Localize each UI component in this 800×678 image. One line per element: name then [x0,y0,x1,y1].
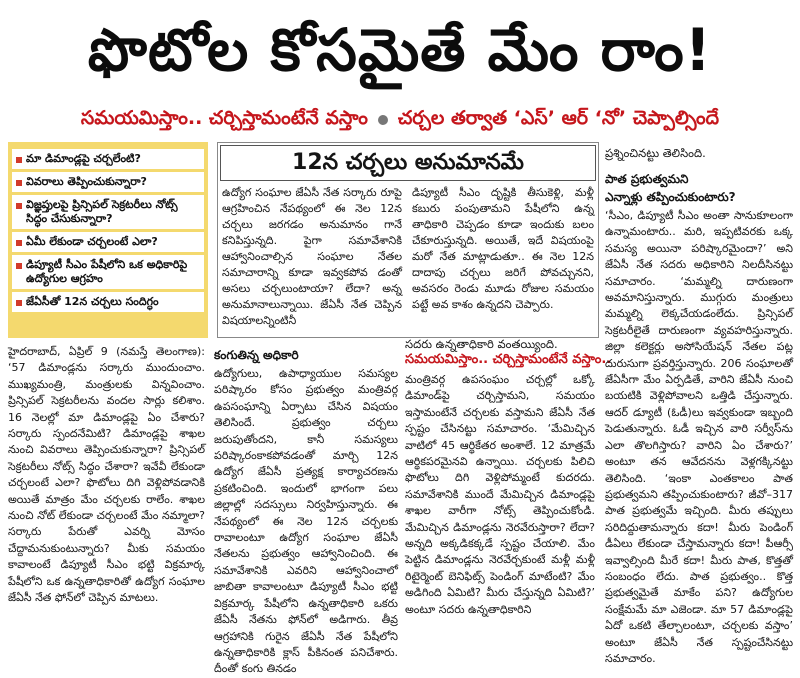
key-point: విజ్ఞప్తులపై ప్రిన్సిపల్ సెక్రటరీలు నోట్స్ సిద్ధం చేసుకున్నారా? [12,195,204,229]
article-column-3: మంత్రివర్గ ఉపసంఘం చర్చల్లో ఒక్కో డిమాండ్‌పై చర్చిస్తామని, సమయం ఇస్తామంటేనే చర్చలకు వస్తామని జేఏసీ నేత స్పష్టం చేసినట్టు సమాచారం. ‘మేమిచ్చిన వాటిలో 45 ఆర్థికేతర అంశాలే. 12 మాత్రమే ఆర్థికపరమైనవి ఉన్నాయి. చర్చలకు పిలిచి ఫొటోలు దిగి వెళ్లిపోమ్మంటే కుదరదు. సమావేశానికి ముందే మేమిచ్చిన డిమాండ్లపై శాఖల వారీగా నోట్స్ తెప్పించుకోండి. మేమిచ్చిన డిమాండ్లను నెరవేరుస్తారా? లేదా? అన్నది అక్కడికక్కడే స్పష్టం చేయాలి. మేం పెట్టిన డిమాండ్లను నెరవేర్చకుంటే మళ్లీ మళ్లీ రిటైర్మెంట్ బెనిఫిట్స్ పెండింగ్ మాటేంటి? మేం అడిగింది ఏమిటి? మీరు చేస్తున్నది ఏమిటి?’ అంటూ సదరు ఉన్నతాధికారిని [405,373,595,616]
key-point: ఏమీ లేకుండా చర్చలంటే ఎలా? [12,232,204,252]
subheadline [8,104,792,136]
article-column-1: హైదరాబాద్, ఏప్రిల్ 9 (నమస్తే తెలంగాణ): ‘57 డిమాండ్లను సర్కారు ముందుంచాం. ముఖ్యమంత్రి, మంత్రులకు విన్నవించాం. ప్రిన్సిపల్ సెక్రటరీలను వందల సార్లు కలిశాం. 16 నెలల్లో మా డిమాండ్లపై ఏం చేశారు? సర్కారు స్పందనేమిటి? డిమాండ్లపై శాఖల నుంచి వివరాలు తెప్పించుకున్నారా? ప్రిన్సిపల్ సెక్రటరీలు నోట్స్ సిద్ధం చేశారా? ఇవేవీ లేకుండా చర్చలంటే ఎలా? ఫొటోలు దిగి వెళ్లిపోవడానికి అయితే మాత్రం మేం చర్చలకు రాలేం. శాఖల నుంచి నోట్ లేకుండా చర్చలంటే మేం నమ్మాలా? సర్కారు పేరుతో ఎవర్ని మోసం చేద్దామనుకుంటున్నారు? మీకు సమయం కావాలంటే డిప్యూటీ సీఎం భట్టి విక్రమార్క పేషీలోని ఒక ఉన్నతాధికారితో ఉద్యోగ సంఘాల జేఏసీ నేత ఫోన్‌లో చెప్పిన మాటలు. [8,345,205,605]
article-column-4: ‘సీఎం, డిప్యూటీ సీఎం అంతా సానుకూలంగా ఉన్నామంటారు.. మరి, ఇప్పటివరకు ఒక్క సమస్య అయినా పరిష్కారమైందా?’ అని జేఏసీ నేత సదరు అధికారిని నిలదీసినట్టు సమాచారం. ‘మమ్మల్ని దారుణంగా అవమానిస్తున్నారు. ముగ్గురు మంత్రులు మమ్మల్ని లెక్కచేయడంలేదు. ప్రిన్సిపల్ సెక్రటరీలైతే దారుణంగా వ్యవహరిస్తున్నారు. జిల్లా కలెక్టర్లు అసోసియేషన్ నేతల పట్ల దురుసుగా ప్రవర్తిస్తున్నారు. 206 సంఘాలతో జేఏసీగా మేం ఏర్పడితే, వారిని జేఏసీ నుంచి బయటికి వెళ్లిపోవాలని ఒత్తిడి చేస్తున్నారు. ఆదర్ డ్యూటీ (ఓడీ)లు ఇవ్వకుండా ఇబ్బంది పెడుతున్నారు. ఓడీ ఇచ్చిన వారి సర్వీస్‌ను ఎలా తొలగిస్తారు? వారిని ఏం చేశారు?’ అంటూ తన ఆవేదనను వెళ్లగక్కినట్టు తెలిసింది. ‘ఇంకా ఎంతకాలం పాత ప్రభుత్వమని తప్పించుకుంటారు? జీవో–317 పాత ప్రభుత్వమే ఇచ్చింది. మీరు తప్పులు సరిదిద్దుతామన్నారు కదా! మీరు పెండింగ్ డీఏలు లేకుండా చేస్తామన్నారు కదా! పీఆర్సీ ఇవ్వాల్సింది మీరే కదా! మీరు పాత, కొత్తతో సంబంధం లేదు. పాత ప్రభుత్వం.. కొత్త ప్రభుత్వమైతే మాకేం పని? ఉద్యోగుల సంక్షేమమే మా ఎజెండా. మా 57 డిమాండ్లపై ఏదో ఒకటి తేల్చాలంటూ, చర్చలకు వస్తాం’ అంటూ జేఏసీ నేత స్పష్టంచేసినట్టు సమాచారం. [605,209,793,665]
key-point: డిప్యూటీ సీఎం పేషీలోని ఒక అధికారిపై ఉద్యోగుల ఆగ్రహం [12,255,204,289]
bullet-dot-icon [378,115,388,125]
column-4-lead-line: ప్రశ్నించినట్టు తెలిసింది. [605,146,706,160]
key-point: వివరాలు తెప్పించుకున్నారా? [12,172,204,192]
subhead-right: చర్చల తర్వాత ‘ఎస్’ ఆర్ ‘నో’ చెప్పాల్సిందే [397,106,720,129]
column-4-subheading-1: పాత ప్రభుత్వమని [605,172,689,186]
key-point: మా డిమాండ్లపై చర్చలేంటి? [12,149,204,169]
column-2-subheading: కంగుతిన్న అధికారి [214,348,299,362]
column-4-subheading-2: ఎన్నాళ్లు తప్పించుకుంటారు? [605,190,736,204]
inset-box-column-2: డిప్యూటీ సీఎం దృష్టికి తీసుకెళ్లి, మళ్లీ కబురు పంపుతామని పేషీలోని ఉన్న తాధికారి చెప్పడం కూడా ఇందుకు బలం చేకూరుస్తున్నది. అయితే, ఇదే విషయంపై మరో నేత మాట్లాడుతూ.. ఈ నెల 12న దాదాపు చర్చలు జరిగే పోవచ్చునని, అవసరం రెండు మూడు రోజుల సమయం పట్టే అవ కాశం ఉన్నదని చెప్పారు. [412,186,594,311]
subhead-left: సమయమిస్తాం.. చర్చిస్తామంటేనే వస్తాం [80,106,368,129]
article-column-2: ఉద్యోగులు, ఉపాధ్యాయుల సమస్యల పరిష్కారం కోసం ప్రభుత్వం మంత్రివర్గ ఉపసంఘాన్ని ఏర్పాటు చేసిన విషయం తెలిసిందే. ప్రభుత్వం చర్చలు జరుపుతోందని, కానీ సమస్యలు పరిష్కారంకాకపోవడంతో మార్చి 12న ఉద్యోగ జేఏసీ ప్రత్యక్ష కార్యాచరణను ప్రకటించింది. ఇందులో భాగంగా పలు జిల్లాల్లో సదస్సులు నిర్వహిస్తున్నారు. ఈ నేపథ్యంలో ఈ నెల 12న చర్చలకు రావాలంటూ ఉద్యోగ సంఘాల జేఏసీ నేతలను ప్రభుత్వం ఆహ్వానించింది. ఈ సమావేశానికి ఎవరిని ఆహ్వానించాలో జాబితా కావాలంటూ డిప్యూటీ సీఎం భట్టి విక్రమార్క పేషీలోని ఉన్నతాధికారి ఒకరు జేఏసీ నేతను ఫోన్‌లో అడిగారు. తీవ్ర ఆగ్రహానికి గురైన జేఏసీ నేత పేషీలోని ఉన్నతాధికారికి క్లాస్ పీకినంత పనిచేశారు. దీంతో కంగు తినడం [214,367,398,676]
column-3-red-subheading: సమయమిస్తాం.. చర్చిస్తామంటేనే వస్తాం.. [405,352,612,367]
key-point: జేఏసీతో 12న చర్చలు సందిగ్ధం [12,292,204,312]
inset-box-column-1: ఉద్యోగ సంఘాల జేఏసీ నేత సర్కారు రూపై ఆగ్రహించిన నేపథ్యంలో ఈ నెల 12న చర్చలు జరగడం అనుమానం గానే కనిపిస్తున్నది. పైగా సమావేశానికి ఆహ్వానించాల్సిన సంఘాల నేతల సమాచారాన్ని కూడా ఇవ్వకపోవ డంతో అసలు చర్చలుంటాయా? లేదా? అన్న అనుమానాలున్నాయి. జేఏసీ నేత చెప్పిన విషయాలన్నింటినీ [222,186,402,327]
key-points-box [8,142,208,338]
column-3-lead-line: సదరు ఉన్నతాధికారి వంతయ్యింది. [405,337,558,351]
headline: ఫొటోల కోసమైతే మేం రాం! [87,16,713,84]
inset-box-title: 12న చర్చలు అనుమానమే [220,145,596,181]
